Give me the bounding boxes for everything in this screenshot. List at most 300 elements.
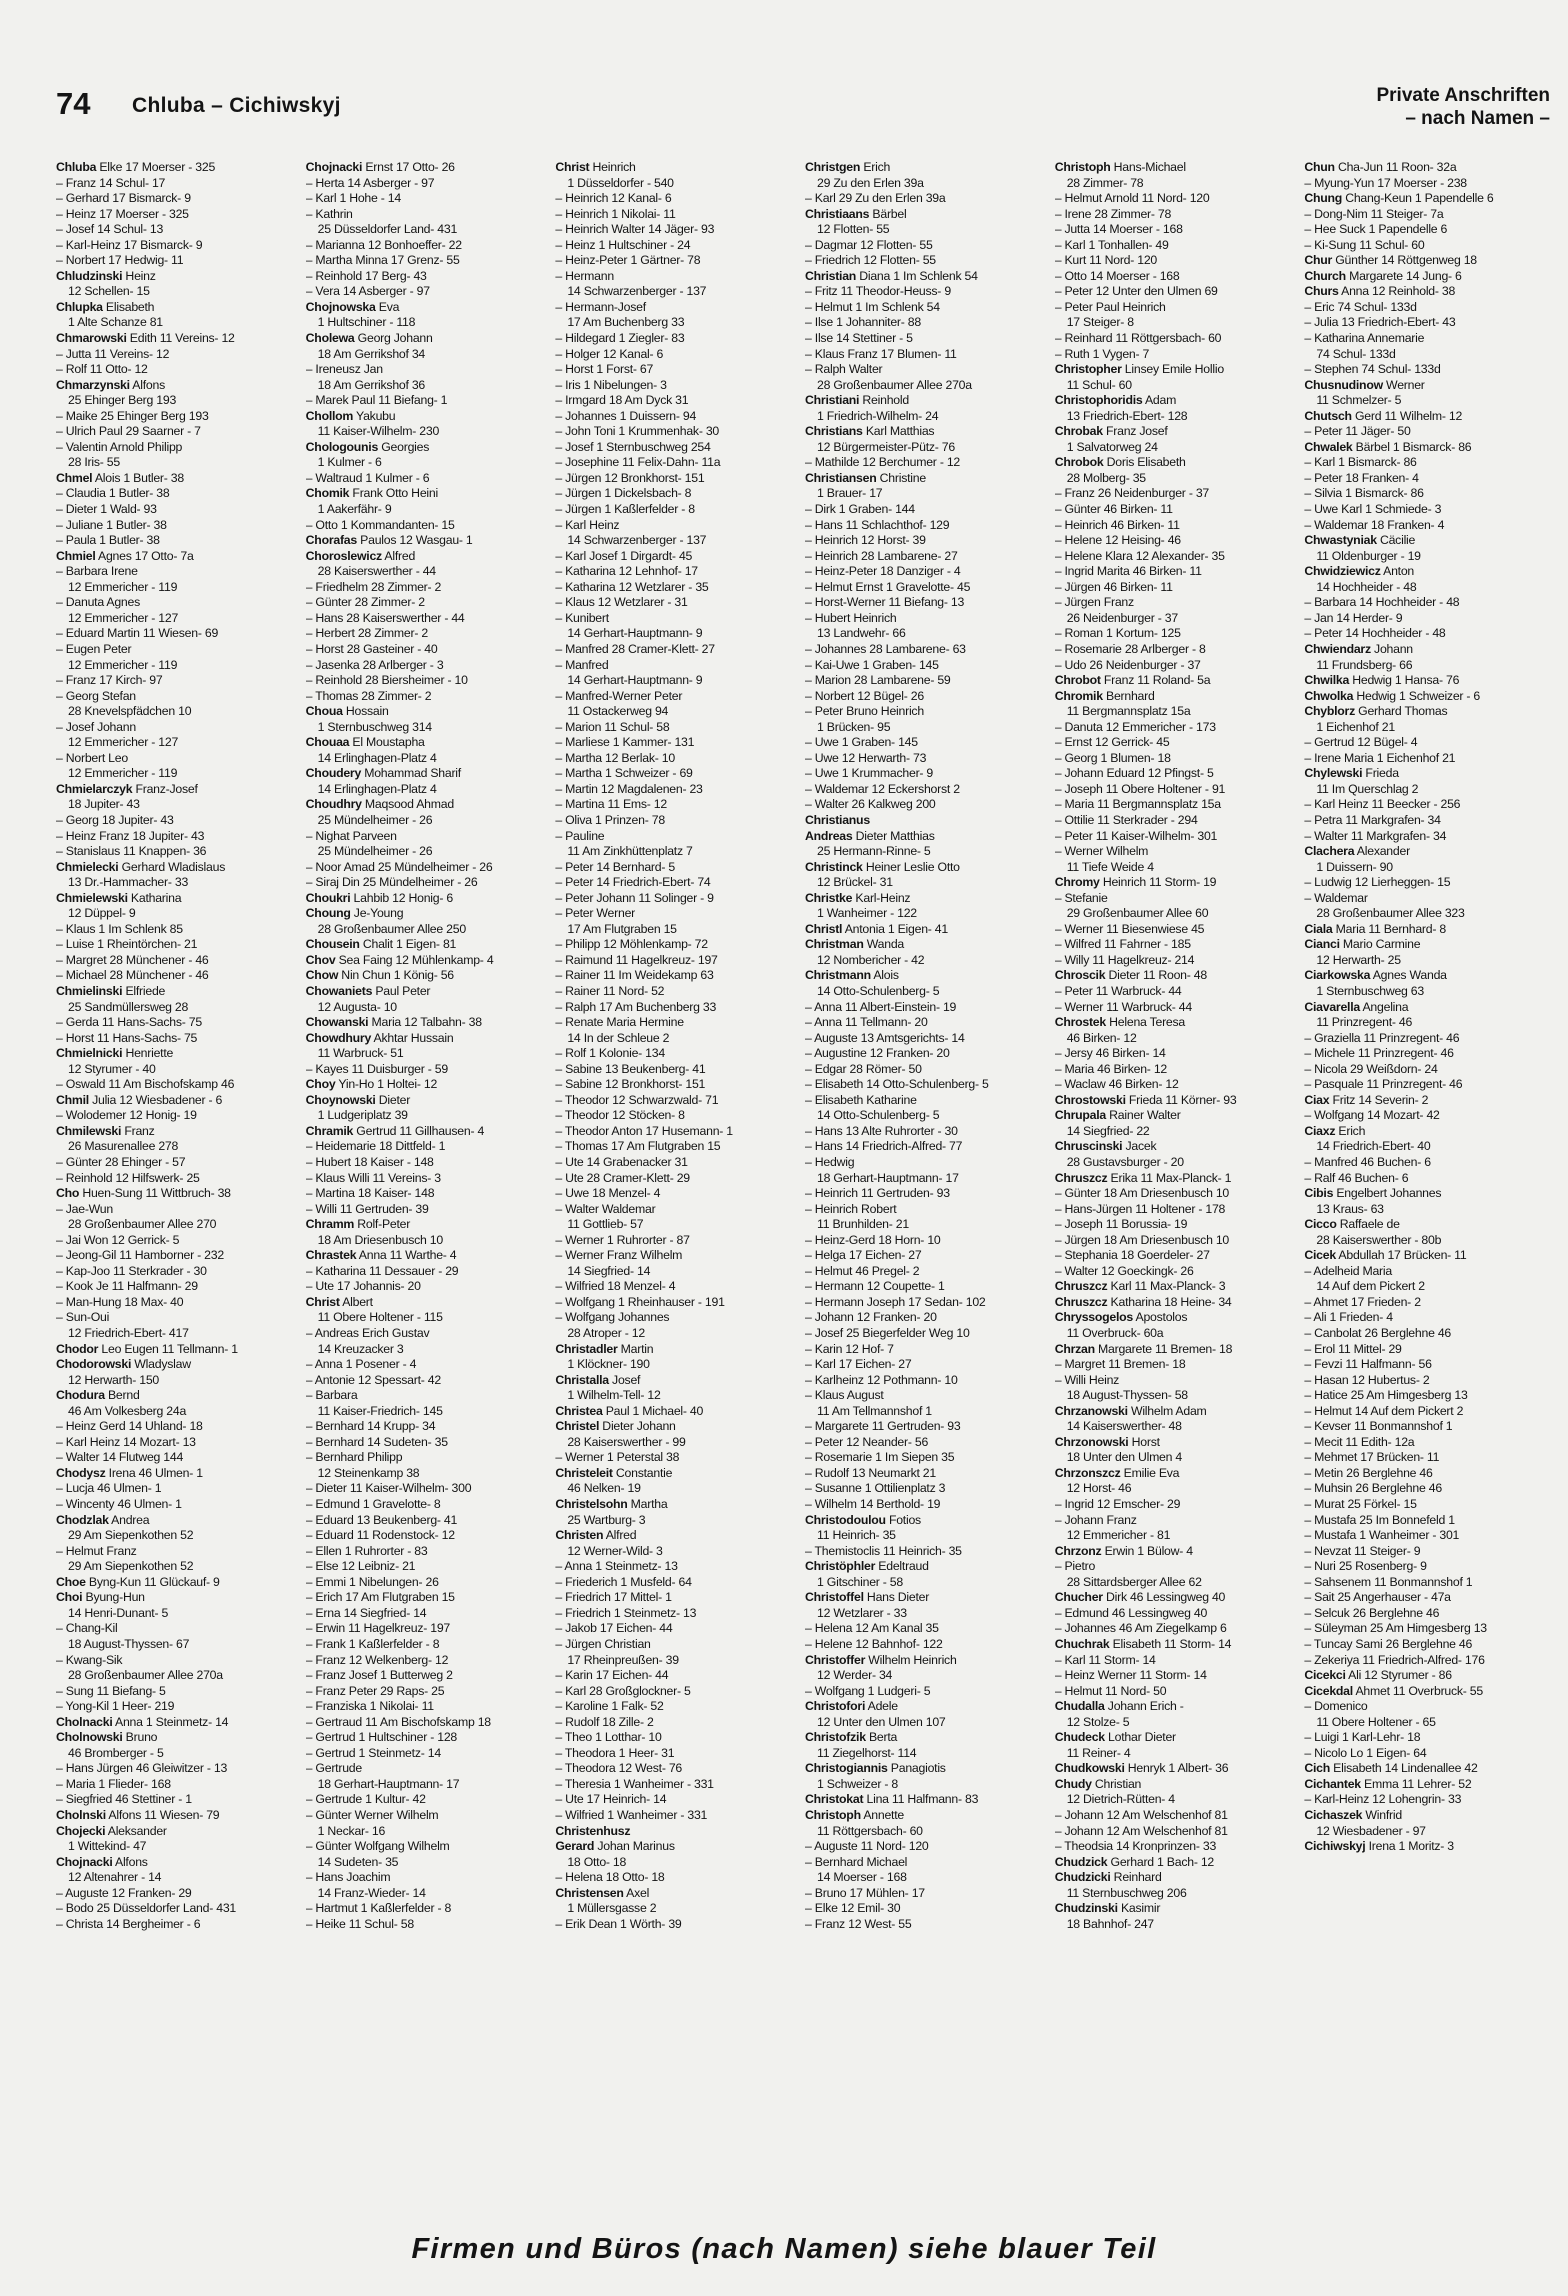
directory-entry: – Karl 11 Storm- 14 xyxy=(1054,1652,1156,1667)
directory-entry: Chowdhury Akhtar Hussain xyxy=(305,1030,454,1045)
directory-entry: – Auguste 12 Franken- 29 xyxy=(56,1885,192,1900)
directory-entry: Cicekdal Ahmet 11 Overbruck- 55 xyxy=(1304,1683,1483,1698)
directory-entry: – Domenico xyxy=(1304,1699,1368,1714)
directory-entry: 11 Im Querschlag 2 xyxy=(1316,781,1419,796)
directory-entry: Chryssogelos Apostolos xyxy=(1054,1310,1188,1325)
directory-entry: – Ute 14 Grabenacker 31 xyxy=(555,1155,688,1169)
directory-entry: – Pietro xyxy=(1054,1559,1096,1574)
directory-entry: Chucher Dirk 46 Lessingweg 40 xyxy=(1054,1590,1226,1605)
directory-entry: – Johannes 1 Duissern- 94 xyxy=(555,408,697,423)
directory-entry: 14 Erlinghagen-Platz 4 xyxy=(317,781,437,796)
directory-entry: Cholnacki Anna 1 Steinmetz- 14 xyxy=(56,1714,229,1729)
directory-entry: – Jan 14 Herder- 9 xyxy=(1304,610,1403,625)
directory-entry: 1 Kulmer - 6 xyxy=(317,455,382,470)
directory-entry: – Peter 11 Warbruck- 44 xyxy=(1054,983,1182,998)
directory-entry: 28 Kaiserswerther - 44 xyxy=(317,564,436,579)
directory-entry: 11 Ostackerweg 94 xyxy=(567,704,669,719)
directory-entry: – Ireneusz Jan xyxy=(305,362,383,377)
directory-entry: 28 Kaiserswerther - 99 xyxy=(567,1434,686,1449)
directory-entry: – Mustafa 25 Im Bonnefeld 1 xyxy=(1304,1512,1455,1527)
directory-entry: – Ernst 12 Gerrick- 45 xyxy=(1054,735,1170,750)
directory-entry: Chollom Yakubu xyxy=(305,408,396,423)
directory-entry: – Johann 12 Am Welschenhof 81 xyxy=(1054,1807,1228,1822)
directory-entry: 11 Am Tellmannshof 1 xyxy=(817,1403,932,1418)
directory-entry: – Nighat Parveen xyxy=(305,828,397,843)
directory-entry: – Werner Franz Wilhelm xyxy=(555,1248,683,1263)
directory-entry: – Silvia 1 Bismarck- 86 xyxy=(1304,486,1424,501)
directory-entry: – Heinrich 28 Lambarene- 27 xyxy=(805,548,958,563)
directory-entry: – Franziska 1 Nikolai- 11 xyxy=(305,1699,434,1714)
directory-entry: – Else 12 Leibniz- 21 xyxy=(305,1559,416,1574)
directory-entry: 13 Landwehr- 66 xyxy=(817,626,906,641)
directory-entry: Christöphler Edeltraud xyxy=(805,1559,929,1574)
directory-entry: 28 Atroper - 12 xyxy=(567,1326,645,1341)
directory-entry: – Werner 11 Biesenwiese 45 xyxy=(1054,921,1205,936)
directory-entry: Cichiwskyj Irena 1 Moritz- 3 xyxy=(1304,1839,1454,1854)
directory-entry: 25 Hermann-Rinne- 5 xyxy=(817,844,931,859)
directory-entry: – Johann 12 Am Welschenhof 81 xyxy=(1054,1823,1228,1838)
directory-entry: – Walter 26 Kalkweg 200 xyxy=(805,797,936,812)
directory-entry: – Luigi 1 Karl-Lehr- 18 xyxy=(1304,1730,1421,1745)
directory-entry: Chorafas Paulos 12 Wasgau- 1 xyxy=(305,533,473,548)
directory-entry: – Jutta 14 Moerser - 168 xyxy=(1054,222,1183,237)
directory-entry: – Heinz-Peter 1 Gärtner- 78 xyxy=(555,253,701,268)
directory-entry: – Süleyman 25 Am Himgesberg 13 xyxy=(1304,1621,1487,1636)
directory-entry: 11 Warbruck- 51 xyxy=(317,1046,404,1061)
directory-entry: – Jürgen Franz xyxy=(1054,595,1134,610)
directory-entry: 1 Wilhelm-Tell- 12 xyxy=(567,1388,661,1403)
directory-entry: – Otto 1 Kommandanten- 15 xyxy=(305,517,455,532)
directory-entry: – Johann Eduard 12 Pfingst- 5 xyxy=(1054,766,1214,781)
directory-entry: – Günter Wolfgang Wilhelm xyxy=(305,1839,450,1854)
directory-entry: – Metin 26 Berglehne 46 xyxy=(1304,1465,1433,1480)
directory-entry: – Dirk 1 Graben- 144 xyxy=(805,502,915,517)
directory-entry: 1 Ludgeriplatz 39 xyxy=(317,1108,408,1123)
directory-entry: – Theodor 12 Schwarzwald- 71 xyxy=(555,1092,719,1107)
directory-entry: – Horst 1 Forst- 67 xyxy=(555,362,654,377)
directory-entry: Chruszcz Erika 11 Max-Planck- 1 xyxy=(1054,1170,1232,1185)
directory-entry: – Fevzi 11 Halfmann- 56 xyxy=(1304,1357,1432,1372)
directory-entry: – Mustafa 1 Wanheimer - 301 xyxy=(1304,1528,1460,1543)
directory-entry: – Günter Werner Wilhelm xyxy=(305,1807,439,1822)
directory-entry: 14 Moerser - 168 xyxy=(817,1870,907,1885)
directory-entry: 14 Hochheider - 48 xyxy=(1316,579,1417,594)
directory-entry: Chung Chang-Keun 1 Papendelle 6 xyxy=(1304,191,1494,206)
footer-note: Firmen und Büros (nach Namen) siehe blauer Teil xyxy=(411,2233,1157,2265)
directory-entry: 25 Mündelheimer - 26 xyxy=(317,844,433,859)
directory-entry: – Uwe 18 Menzel- 4 xyxy=(555,1186,661,1201)
directory-entry: Chowaniets Paul Peter xyxy=(305,983,431,998)
directory-entry: – Ahmet 17 Frieden- 2 xyxy=(1304,1294,1421,1309)
directory-entry: – Claudia 1 Butler- 38 xyxy=(56,486,170,501)
directory-entry: Chromy Heinrich 11 Storm- 19 xyxy=(1054,875,1217,890)
directory-entry: 14 Siegfried- 14 xyxy=(567,1263,651,1278)
directory-entry: – Ilse 14 Stettiner - 5 xyxy=(805,331,913,346)
directory-entry: – Heinz Franz 18 Jupiter- 43 xyxy=(56,828,205,843)
directory-entry: – Rudolf 13 Neumarkt 21 xyxy=(805,1465,936,1480)
directory-entry: 1 Hultschiner - 118 xyxy=(317,315,416,330)
directory-entry: Chouaa El Moustapha xyxy=(305,735,425,750)
directory-entry: – Wolfgang 14 Mozart- 42 xyxy=(1304,1108,1440,1123)
directory-entry: 12 Steinenkamp 38 xyxy=(317,1465,420,1480)
directory-entry: 28 Knevelspfädchen 10 xyxy=(68,704,192,719)
directory-entry: Chudzinski Kasimir xyxy=(1054,1901,1161,1916)
directory-entry: – Kevser 11 Bonmannshof 1 xyxy=(1304,1419,1453,1434)
directory-entry: 12 Düppel- 9 xyxy=(68,906,136,921)
directory-entry: – Karl 17 Eichen- 27 xyxy=(805,1357,912,1372)
directory-entry: Christopher Linsey Emile Hollio xyxy=(1054,362,1224,377)
directory-entry: – Ki-Sung 11 Schul- 60 xyxy=(1304,237,1425,252)
directory-entry: – Peter 14 Friedrich-Ebert- 74 xyxy=(555,875,711,890)
directory-entry: – Hatice 25 Am Himgesberg 13 xyxy=(1304,1388,1468,1403)
directory-entry: – Erna 14 Siegfried- 14 xyxy=(305,1605,427,1620)
directory-entry: Choroslewicz Alfred xyxy=(305,548,416,563)
directory-entry: – Georg 18 Jupiter- 43 xyxy=(56,812,174,827)
directory-entry: – Jakob 17 Eichen- 44 xyxy=(555,1621,673,1636)
directory-entry: – Maria 1 Flieder- 168 xyxy=(56,1776,171,1791)
directory-entry: – Johannes 46 Am Ziegelkamp 6 xyxy=(1054,1621,1227,1636)
directory-entry: Chludzinski Heinz xyxy=(56,268,156,283)
directory-entry: Ciax Fritz 14 Severin- 2 xyxy=(1304,1092,1429,1107)
directory-entry: Chuchrak Elisabeth 11 Storm- 14 xyxy=(1054,1636,1232,1651)
directory-entry: Chrostowski Frieda 11 Körner- 93 xyxy=(1054,1092,1237,1107)
directory-entry: – Uwe 1 Graben- 145 xyxy=(805,735,918,750)
directory-entry: – Irene Maria 1 Eichenhof 21 xyxy=(1304,750,1456,765)
directory-entry: 12 Altenahrer - 14 xyxy=(68,1870,162,1885)
directory-entry: 11 Brunhilden- 21 xyxy=(817,1217,909,1232)
directory-entry: Ciarkowska Agnes Wanda xyxy=(1304,968,1447,983)
directory-entry: – Rainer 11 Nord- 52 xyxy=(555,983,665,998)
directory-entry: – Helmut Arnold 11 Nord- 120 xyxy=(1054,191,1210,206)
directory-entry: Christelsohn Martha xyxy=(555,1497,668,1512)
directory-entry: – Dieter 1 Wald- 93 xyxy=(56,502,157,517)
directory-entry: Christoffer Wilhelm Heinrich xyxy=(805,1652,957,1667)
directory-entry: 11 Kaiser-Wilhelm- 230 xyxy=(317,424,440,439)
directory-entry: – Marion 28 Lambarene- 59 xyxy=(805,673,951,688)
directory-entry: – Pasquale 11 Prinzregent- 46 xyxy=(1304,1077,1463,1092)
directory-entry: – Franz 12 West- 55 xyxy=(805,1916,912,1931)
directory-entry: – Rosemarie 1 Im Siepen 35 xyxy=(805,1450,955,1465)
directory-entry: 11 Ziegelhorst- 114 xyxy=(817,1745,917,1760)
directory-entry: Christogiannis Panagiotis xyxy=(805,1761,946,1776)
directory-entry: – Josef 14 Schul- 13 xyxy=(56,222,164,237)
directory-entry: – Jersy 46 Birken- 14 xyxy=(1054,1046,1166,1061)
directory-entry: – Edmund 1 Gravelotte- 8 xyxy=(305,1497,441,1512)
directory-entry: – Kunibert xyxy=(555,610,609,625)
directory-entry: Gerard Johan Marinus xyxy=(555,1839,675,1854)
directory-entry: 18 Jupiter- 43 xyxy=(68,797,140,812)
directory-entry: – Vera 14 Asberger - 97 xyxy=(305,284,430,299)
directory-entry: – Pauline xyxy=(555,828,605,843)
directory-entry: Cibis Engelbert Johannes xyxy=(1304,1186,1442,1201)
directory-entry: 11 Obere Holtener - 115 xyxy=(317,1310,443,1325)
directory-entry: – Waldemar 12 Eckershorst 2 xyxy=(805,781,960,796)
directory-entry: 28 Großenbaumer Allee 270a xyxy=(68,1668,223,1683)
section-category xyxy=(1376,84,1550,130)
directory-entry: – Karl 1 Hohe - 14 xyxy=(305,191,401,206)
directory-entry: 18 August-Thyssen- 67 xyxy=(68,1636,190,1651)
directory-entry: – Herta 14 Asberger - 97 xyxy=(305,175,435,190)
directory-entry: – Ludwig 12 Lierheggen- 15 xyxy=(1304,875,1451,890)
directory-entry: – Danuta Agnes xyxy=(56,595,141,610)
directory-entry: – Ingrid 12 Emscher- 29 xyxy=(1054,1497,1181,1512)
directory-entry: – Friedrich 1 Steinmetz- 13 xyxy=(555,1605,697,1620)
directory-entry: Ciaxz Erich xyxy=(1304,1123,1366,1138)
directory-entry: – Heinz Werner 11 Storm- 14 xyxy=(1054,1668,1207,1683)
directory-entry: – Erich 17 Am Flutgraben 15 xyxy=(305,1590,455,1605)
directory-entry: – Karl-Heinz 12 Lohengrin- 33 xyxy=(1304,1792,1462,1807)
directory-entry: Chmielnicki Henriette xyxy=(56,1046,174,1061)
directory-entry: – Canbolat 26 Berglehne 46 xyxy=(1304,1326,1452,1341)
directory-entry: – Man-Hung 18 Max- 40 xyxy=(56,1294,184,1309)
directory-entry: – Katharina 11 Dessauer - 29 xyxy=(305,1263,459,1278)
directory-entry: Chmil Julia 12 Wiesbadener - 6 xyxy=(56,1092,223,1107)
directory-entry: Chroscik Dieter 11 Roon- 48 xyxy=(1054,968,1207,983)
directory-entry: – Kurt 11 Nord- 120 xyxy=(1054,253,1158,268)
directory-entry: – Paula 1 Butler- 38 xyxy=(56,533,160,548)
directory-column-4 xyxy=(805,160,1041,2150)
directory-entry: – Karl Heinz 14 Mozart- 13 xyxy=(56,1434,196,1449)
directory-entry: – Mehmet 17 Brücken- 11 xyxy=(1304,1450,1440,1465)
directory-entry: – Kayes 11 Duisburger - 59 xyxy=(305,1061,448,1076)
directory-entry: 1 Alte Schanze 81 xyxy=(68,315,163,330)
directory-entry: – Stanislaus 11 Knappen- 36 xyxy=(56,844,207,859)
directory-entry: – Jürgen 46 Birken- 11 xyxy=(1054,579,1173,594)
directory-entry: – Kai-Uwe 1 Graben- 145 xyxy=(805,657,939,672)
directory-entry: – Maria 11 Bergmannsplatz 15a xyxy=(1054,797,1221,812)
directory-entry: Chudkowski Henryk 1 Albert- 36 xyxy=(1054,1761,1229,1776)
directory-entry: – Sahsenem 11 Bonmannshof 1 xyxy=(1304,1574,1473,1589)
directory-entry: Christinck Heiner Leslie Otto xyxy=(805,859,960,874)
directory-entry: 14 Otto-Schulenberg- 5 xyxy=(817,983,940,998)
directory-entry: – Werner Wilhelm xyxy=(1054,844,1149,859)
directory-entry: – Marliese 1 Kammer- 131 xyxy=(555,735,695,750)
directory-entry: 18 August-Thyssen- 58 xyxy=(1066,1388,1188,1403)
directory-entry: 17 Rheinpreußen- 39 xyxy=(567,1652,679,1667)
directory-entry: – Chang-Kil xyxy=(56,1621,118,1636)
directory-entry: 25 Ehinger Berg 193 xyxy=(68,393,177,408)
directory-entry: – Theodor 12 Stöcken- 8 xyxy=(555,1108,685,1123)
directory-entry: – Marion 11 Schul- 58 xyxy=(555,719,670,734)
directory-entry: – Sait 25 Angerhauser - 47a xyxy=(1304,1590,1451,1605)
directory-entry: – Manfred-Werner Peter xyxy=(555,688,683,703)
directory-entry: – Helene 12 Bahnhof- 122 xyxy=(805,1636,943,1651)
directory-entry: – Theodor Anton 17 Husemann- 1 xyxy=(555,1123,733,1138)
directory-entry: – Andreas Erich Gustav xyxy=(305,1326,430,1341)
directory-entry: Chwalek Bärbel 1 Bismarck- 86 xyxy=(1304,439,1472,454)
directory-entry: – Bernhard 14 Krupp- 34 xyxy=(305,1419,436,1434)
directory-entry: 12 Dietrich-Rütten- 4 xyxy=(1066,1792,1175,1807)
directory-entry: Christke Karl-Heinz xyxy=(805,890,911,905)
directory-entry: Chmiel Agnes 17 Otto- 7a xyxy=(56,548,194,563)
directory-entry: Choung Je-Young xyxy=(305,906,404,921)
directory-entry: 18 Gerhart-Hauptmann- 17 xyxy=(817,1170,959,1185)
directory-entry: – Karl 1 Bismarck- 86 xyxy=(1304,455,1417,470)
directory-entry: 13 Friedrich-Ebert- 128 xyxy=(1066,408,1188,423)
directory-entry: Chudalla Johann Erich - xyxy=(1054,1699,1184,1714)
directory-entry: Chrobot Franz 11 Roland- 5a xyxy=(1054,673,1211,688)
directory-entry: Cholnowski Bruno xyxy=(56,1730,158,1745)
directory-entry: – Peter 12 Neander- 56 xyxy=(805,1434,929,1449)
directory-entry: – Rudolf 18 Zille- 2 xyxy=(555,1714,654,1729)
directory-entry: 28 Großenbaumer Allee 250 xyxy=(317,921,466,936)
directory-entry: – Helena 18 Otto- 18 xyxy=(555,1870,665,1885)
directory-entry: 12 Flotten- 55 xyxy=(817,222,890,237)
directory-entry: – Themistoclis 11 Heinrich- 35 xyxy=(805,1543,962,1558)
directory-entry: 14 Friedrich-Ebert- 40 xyxy=(1316,1139,1431,1154)
directory-entry: 11 Sternbuschweg 206 xyxy=(1066,1885,1187,1900)
directory-entry: – Michele 11 Prinzregent- 46 xyxy=(1304,1046,1454,1061)
directory-entry: 74 Schul- 133d xyxy=(1316,346,1396,361)
directory-entry: – Noor Amad 25 Mündelheimer - 26 xyxy=(305,859,493,874)
directory-entry: – Josef 25 Biegerfelder Weg 10 xyxy=(805,1326,970,1341)
directory-entry: – Johann 12 Franken- 20 xyxy=(805,1310,937,1325)
directory-entry: – Reinhold 28 Biersheimer - 10 xyxy=(305,673,468,688)
directory-entry: 46 Birken- 12 xyxy=(1066,1030,1137,1045)
directory-entry: Choua Hossain xyxy=(305,704,389,719)
directory-entry: – Barbara xyxy=(305,1388,358,1403)
directory-entry: Christel Dieter Johann xyxy=(555,1419,676,1434)
directory-entry: 1 Düsseldorfer - 540 xyxy=(567,175,674,190)
directory-entry: – Wolodemer 12 Honig- 19 xyxy=(56,1108,197,1123)
name-range-title: Chluba – Cichiwskyj xyxy=(132,94,341,117)
directory-entry: – Friedrich 17 Mittel- 1 xyxy=(555,1590,672,1605)
directory-entry: 11 Reiner- 4 xyxy=(1066,1745,1131,1760)
directory-entry: – Hermann xyxy=(555,268,614,283)
directory-entry: 1 Sternbuschweg 63 xyxy=(1316,983,1424,998)
directory-entry: – Raimund 11 Hagelkreuz- 197 xyxy=(555,952,718,967)
directory-entry: – Jürgen 1 Dickelsbach- 8 xyxy=(555,486,692,501)
directory-entry: – Rosemarie 28 Arlberger - 8 xyxy=(1054,641,1206,656)
directory-entry: Christofori Adele xyxy=(805,1699,898,1714)
directory-entry: Christea Paul 1 Michael- 40 xyxy=(555,1403,704,1418)
directory-entry: Chramm Rolf-Peter xyxy=(305,1217,411,1232)
directory-entry: – Heinrich Walter 14 Jäger- 93 xyxy=(555,222,715,237)
directory-entry: – Johannes 28 Lambarene- 63 xyxy=(805,641,966,656)
directory-entry: – Willi Heinz xyxy=(1054,1372,1120,1387)
directory-entry: 12 Bürgermeister-Pütz- 76 xyxy=(817,439,955,454)
directory-entry: – Augustine 12 Franken- 20 xyxy=(805,1046,950,1061)
directory-entry: – Stefanie xyxy=(1054,890,1108,905)
directory-entry: – Bernhard Michael xyxy=(805,1854,908,1869)
directory-entry: – Franz 12 Welkenberg- 12 xyxy=(305,1652,449,1667)
directory-entry: – Murat 25 Förkel- 15 xyxy=(1304,1497,1417,1512)
directory-entry: – Wolfgang 1 Rheinhauser - 191 xyxy=(555,1294,725,1309)
directory-entry: – Ralph 17 Am Buchenberg 33 xyxy=(555,999,717,1014)
directory-entry: – Ottilie 11 Sterkrader - 294 xyxy=(1054,812,1198,827)
directory-entry: – Oswald 11 Am Bischofskamp 46 xyxy=(56,1077,235,1092)
directory-entry: – Werner 1 Ruhrorter - 87 xyxy=(555,1232,690,1247)
directory-entry: – Helmut Franz xyxy=(56,1543,137,1558)
directory-entry: 28 Zimmer- 78 xyxy=(1066,175,1144,190)
directory-entry: – Klaus Franz 17 Blumen- 11 xyxy=(805,346,957,361)
directory-entry: – Udo 26 Neidenburger - 37 xyxy=(1054,657,1201,672)
directory-entry: – Stephen 74 Schul- 133d xyxy=(1304,362,1441,377)
directory-entry: – Hedwig xyxy=(805,1155,855,1169)
directory-entry: – Ingrid Marita 46 Birken- 11 xyxy=(1054,564,1202,579)
directory-entry: 14 Gerhart-Hauptmann- 9 xyxy=(567,673,703,688)
directory-entry: – Heinrich 12 Kanal- 6 xyxy=(555,191,672,206)
directory-entry: Chojnowska Eva xyxy=(305,299,400,314)
directory-entry: – Auguste 13 Amtsgerichts- 14 xyxy=(805,1030,965,1045)
directory-entry: Clachera Alexander xyxy=(1304,844,1410,859)
directory-entry: Christokat Lina 11 Halfmann- 83 xyxy=(805,1792,979,1807)
directory-entry: Christoph Annette xyxy=(805,1807,904,1822)
directory-entry: 46 Nelken- 19 xyxy=(567,1481,641,1496)
directory-entry: – Heinrich 1 Nikolai- 11 xyxy=(555,206,676,221)
directory-entry: 1 Brücken- 95 xyxy=(817,719,891,734)
directory-entry: Chousein Chalit 1 Eigen- 81 xyxy=(305,937,457,952)
directory-entry: 12 Werner-Wild- 3 xyxy=(567,1543,663,1558)
directory-entry: – Myung-Yun 17 Moerser - 238 xyxy=(1304,175,1467,190)
directory-entry: 12 Herwarth- 150 xyxy=(68,1372,160,1387)
directory-entry: 46 Bromberger - 5 xyxy=(68,1745,164,1760)
directory-entry: – Joseph 11 Obere Holtener - 91 xyxy=(1054,781,1226,796)
directory-entry: Christenhusz xyxy=(555,1823,631,1838)
directory-entry: – Kap-Joo 11 Sterkrader - 30 xyxy=(56,1263,207,1278)
directory-entry: Chylewski Frieda xyxy=(1304,766,1399,781)
directory-entry: 28 Großenbaumer Allee 270a xyxy=(817,377,972,392)
directory-entry: – Jürgen 18 Am Driesenbusch 10 xyxy=(1054,1232,1230,1247)
directory-entry: – Michael 28 Münchener - 46 xyxy=(56,968,209,983)
directory-entry: – Friederich 1 Musfeld- 64 xyxy=(555,1574,692,1589)
directory-entry: 26 Neidenburger - 37 xyxy=(1066,610,1178,625)
directory-entry: – Kwang-Sik xyxy=(56,1652,123,1667)
directory-entry: – Hans 13 Alte Ruhrorter - 30 xyxy=(805,1123,958,1138)
directory-entry: 12 Herwarth- 25 xyxy=(1316,952,1401,967)
directory-entry: – Klaus 1 Im Schlenk 85 xyxy=(56,921,183,936)
directory-entry: – Franz 17 Kirch- 97 xyxy=(56,673,163,688)
directory-entry: – Hee Suck 1 Papendelle 6 xyxy=(1304,222,1448,237)
directory-entry: 1 Müllersgasse 2 xyxy=(567,1901,657,1916)
directory-entry: 12 Augusta- 10 xyxy=(317,999,397,1014)
directory-entry: 18 Gerhart-Hauptmann- 17 xyxy=(317,1776,460,1791)
directory-entry: – Wincenty 46 Ulmen- 1 xyxy=(56,1497,182,1512)
directory-entry: Christiaans Bärbel xyxy=(805,206,907,221)
directory-entry: – Christa 14 Bergheimer - 6 xyxy=(56,1916,201,1931)
directory-column-3 xyxy=(555,160,791,2150)
directory-entry: – Peter 12 Unter den Ulmen 69 xyxy=(1054,284,1218,299)
directory-entry: 11 Schul- 60 xyxy=(1066,377,1132,392)
directory-entry: – Ralph Walter xyxy=(805,362,883,377)
directory-entry: – Günter 28 Zimmer- 2 xyxy=(305,595,425,610)
directory-entry: – Heinrich 12 Horst- 39 xyxy=(805,533,926,548)
directory-entry: – Hans-Jürgen 11 Holtener - 178 xyxy=(1054,1201,1226,1216)
directory-entry: – Heike 11 Schul- 58 xyxy=(305,1916,414,1931)
directory-entry: – Martha 12 Berlak- 10 xyxy=(555,750,675,765)
directory-entry: – Helene Klara 12 Alexander- 35 xyxy=(1054,548,1225,563)
directory-entry: – Ilse 1 Johanniter- 88 xyxy=(805,315,921,330)
directory-entry: – Joseph 11 Borussia- 19 xyxy=(1054,1217,1188,1232)
directory-entry: – Oliva 1 Prinzen- 78 xyxy=(555,812,665,827)
directory-entry: – Ulrich Paul 29 Saarner - 7 xyxy=(56,424,201,439)
directory-entry: – Katharina 12 Wetzlarer - 35 xyxy=(555,579,709,594)
directory-entry: – Walter Waldemar xyxy=(555,1201,656,1216)
directory-entry: – Tuncay Sami 26 Berglehne 46 xyxy=(1304,1636,1473,1651)
directory-entry: – Nuri 25 Rosenberg- 9 xyxy=(1304,1559,1427,1574)
directory-entry: – Hans 14 Friedrich-Alfred- 77 xyxy=(805,1139,963,1154)
directory-entry: – Marek Paul 11 Biefang- 1 xyxy=(305,393,448,408)
directory-entry: Cholewa Georg Johann xyxy=(305,331,433,346)
directory-entry: – Eugen Peter xyxy=(56,641,132,656)
directory-entry: – Bodo 25 Düsseldorfer Land- 431 xyxy=(56,1901,236,1916)
directory-entry: Choi Byung-Hun xyxy=(56,1590,145,1605)
directory-entry: – Hasan 12 Hubertus- 2 xyxy=(1304,1372,1430,1387)
directory-entry: – Julia 13 Friedrich-Ebert- 43 xyxy=(1304,315,1456,330)
directory-entry: 1 Friedrich-Wilhelm- 24 xyxy=(817,408,939,423)
directory-entry: – Frank 1 Kaßlerfelder - 8 xyxy=(305,1636,440,1651)
directory-entry: – Karin 17 Eichen- 44 xyxy=(555,1668,669,1683)
